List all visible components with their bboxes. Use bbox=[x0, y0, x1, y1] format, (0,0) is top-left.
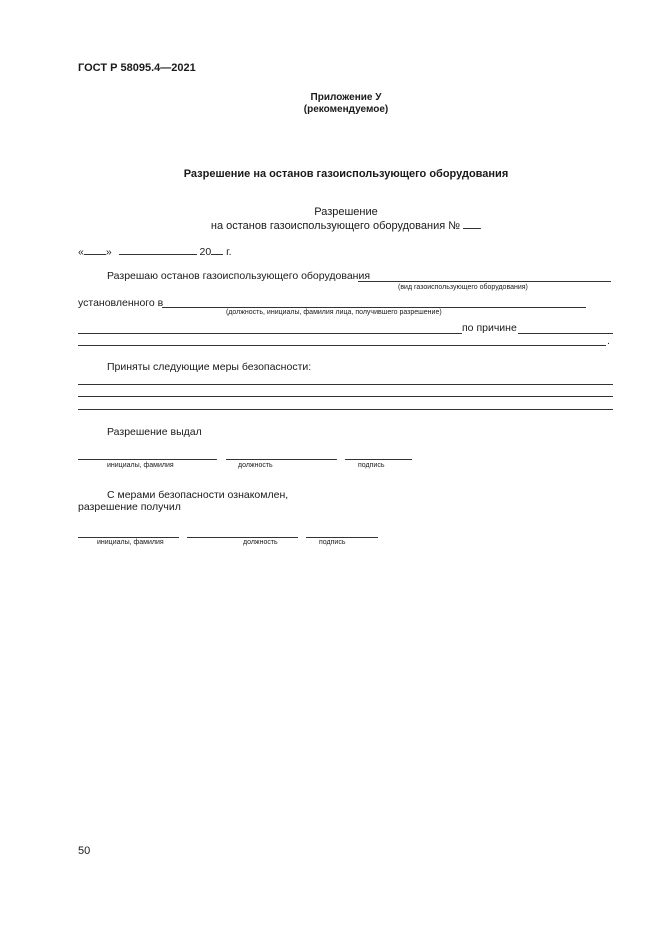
form-number-blank bbox=[463, 219, 481, 229]
receiver-initials-caption: инициалы, фамилия bbox=[97, 539, 164, 546]
day-blank bbox=[84, 245, 106, 255]
appendix-status: (рекомендуемое) bbox=[303, 104, 389, 115]
issuer-position-blank bbox=[226, 459, 337, 460]
date-open-quote: « bbox=[78, 246, 84, 258]
reason-continuation-blank bbox=[78, 345, 606, 346]
measures-text: Приняты следующие меры безопасности: bbox=[107, 361, 312, 373]
installed-blank bbox=[162, 307, 586, 308]
issuer-signature-blank bbox=[345, 459, 412, 460]
allow-text: Разрешаю останов газоиспользующего оборудования bbox=[107, 270, 371, 282]
issuer-initials-blank bbox=[78, 459, 217, 460]
form-subheading-text: на останов газоиспользующего оборудования № bbox=[210, 220, 464, 232]
receiver-position-caption: должность bbox=[243, 539, 278, 546]
reason-period: . bbox=[607, 335, 610, 347]
measures-blank-2 bbox=[78, 396, 613, 397]
document-title: Разрешение на останов газоиспользующего оборудования bbox=[183, 168, 509, 180]
year-blank bbox=[211, 245, 223, 255]
year-suffix: г. bbox=[223, 246, 232, 258]
equipment-caption: (вид газоиспользующего оборудования) bbox=[398, 284, 528, 291]
date-line bbox=[78, 245, 232, 258]
page-number: 50 bbox=[78, 845, 91, 857]
familiar-text-1: С мерами безопасности ознакомлен, bbox=[107, 489, 289, 501]
issuer-initials-caption: инициалы, фамилия bbox=[107, 462, 174, 469]
installed-text: установленного в bbox=[78, 297, 164, 309]
form-heading: Разрешение bbox=[314, 206, 378, 218]
year-prefix: 20 bbox=[199, 246, 212, 258]
form-subheading bbox=[0, 219, 661, 232]
standard-header: ГОСТ Р 58095.4—2021 bbox=[78, 62, 196, 74]
issued-text: Разрешение выдал bbox=[107, 426, 202, 438]
appendix-title: Приложение У bbox=[310, 92, 382, 103]
reason-text: по причине bbox=[462, 322, 517, 334]
month-blank bbox=[119, 245, 197, 255]
receiver-position-blank bbox=[187, 537, 298, 538]
familiar-text-2: разрешение получил bbox=[78, 501, 181, 513]
measures-blank-3 bbox=[78, 409, 613, 410]
receiver-signature-caption: подпись bbox=[319, 539, 346, 546]
reason-prefix-blank bbox=[78, 333, 462, 334]
issuer-signature-caption: подпись bbox=[358, 462, 385, 469]
receiver-initials-blank bbox=[78, 537, 179, 538]
date-close-quote: » bbox=[105, 246, 112, 258]
measures-blank-1 bbox=[78, 384, 613, 385]
reason-blank bbox=[518, 333, 613, 334]
person-caption: (должность, инициалы, фамилия лица, получившего разрешение) bbox=[226, 309, 442, 316]
equipment-blank bbox=[358, 281, 611, 282]
receiver-signature-blank bbox=[306, 537, 378, 538]
issuer-position-caption: должность bbox=[238, 462, 273, 469]
